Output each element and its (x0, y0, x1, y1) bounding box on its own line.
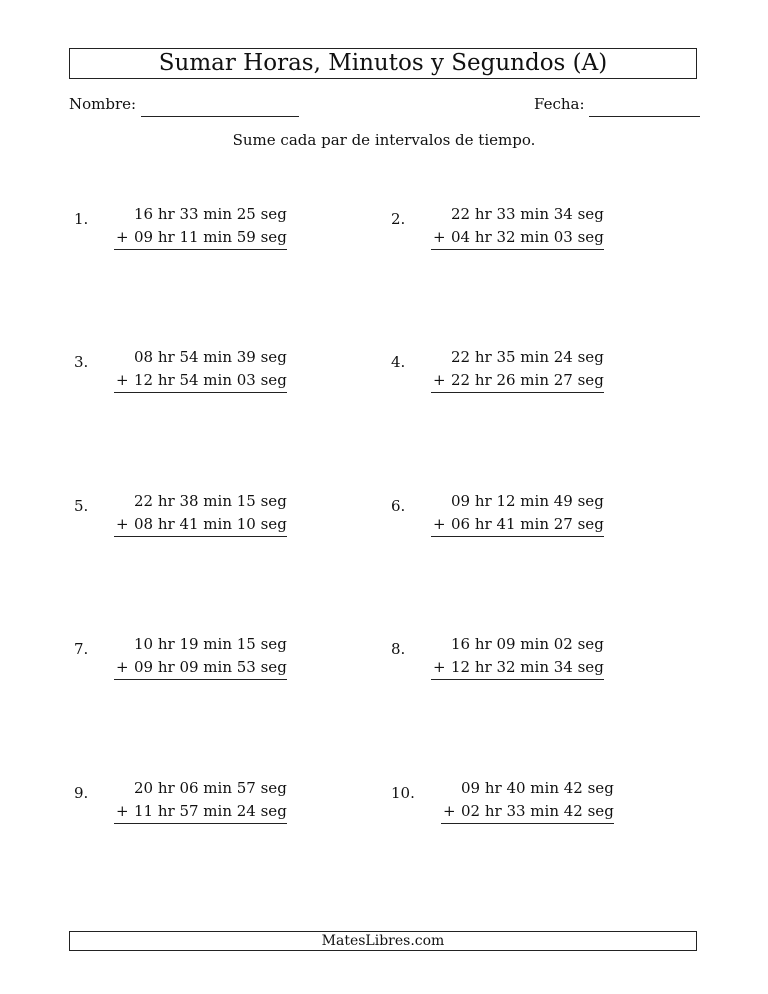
problem-number: 3. (74, 353, 89, 371)
addend-bottom-row (431, 369, 604, 393)
problem-number: 7. (74, 640, 89, 658)
plus-sign: + (433, 515, 446, 533)
addend-top: 08 hr 54 min 39 seg (134, 348, 287, 366)
plus-sign: + (116, 228, 129, 246)
addend-top: 20 hr 06 min 57 seg (134, 779, 287, 797)
problem-number: 9. (74, 784, 89, 802)
addend-top: 09 hr 40 min 42 seg (461, 779, 614, 797)
problem-3 (74, 346, 314, 406)
addend-bottom: 09 hr 11 min 59 seg (134, 228, 287, 246)
addend-bottom: 12 hr 32 min 34 seg (451, 658, 604, 676)
addend-bottom: 04 hr 32 min 03 seg (451, 228, 604, 246)
problem-7 (74, 633, 314, 693)
addend-top: 09 hr 12 min 49 seg (451, 492, 604, 510)
instructions: Sume cada par de intervalos de tiempo. (232, 131, 536, 149)
footer-site-name: MatesLibres.com (69, 931, 697, 951)
addend-bottom: 06 hr 41 min 27 seg (451, 515, 604, 533)
plus-sign: + (116, 802, 129, 820)
problem-6 (391, 490, 631, 550)
addend-bottom-row (114, 513, 287, 537)
addend-bottom-row (114, 226, 287, 250)
addend-bottom-row (441, 800, 614, 824)
plus-sign: + (433, 658, 446, 676)
problem-stack (114, 777, 287, 824)
problem-10 (391, 777, 631, 837)
addend-bottom: 09 hr 09 min 53 seg (134, 658, 287, 676)
problem-number: 6. (391, 497, 406, 515)
name-line (141, 116, 299, 117)
problem-stack (114, 346, 287, 393)
addend-bottom-row (431, 226, 604, 250)
name-label: Nombre: (69, 95, 137, 113)
addend-top: 22 hr 38 min 15 seg (134, 492, 287, 510)
date-label: Fecha: (534, 95, 585, 113)
problem-number: 4. (391, 353, 406, 371)
addend-bottom: 02 hr 33 min 42 seg (461, 802, 614, 820)
problem-stack (114, 490, 287, 537)
addend-bottom: 11 hr 57 min 24 seg (134, 802, 287, 820)
problem-number: 8. (391, 640, 406, 658)
problem-number: 5. (74, 497, 89, 515)
problem-8 (391, 633, 631, 693)
addend-top: 16 hr 33 min 25 seg (134, 205, 287, 223)
problem-stack (431, 203, 604, 250)
problem-stack (441, 777, 614, 824)
addend-bottom: 22 hr 26 min 27 seg (451, 371, 604, 389)
addend-bottom-row (431, 513, 604, 537)
addend-bottom-row (431, 656, 604, 680)
plus-sign: + (443, 802, 456, 820)
addend-bottom-row (114, 800, 287, 824)
addend-bottom: 12 hr 54 min 03 seg (134, 371, 287, 389)
date-line (589, 116, 700, 117)
problem-stack (431, 633, 604, 680)
problem-number: 10. (391, 784, 415, 802)
problem-number: 2. (391, 210, 406, 228)
problem-stack (431, 490, 604, 537)
problem-2 (391, 203, 631, 263)
plus-sign: + (116, 371, 129, 389)
problem-stack (114, 203, 287, 250)
problem-1 (74, 203, 314, 263)
problem-4 (391, 346, 631, 406)
addend-top: 22 hr 33 min 34 seg (451, 205, 604, 223)
problem-9 (74, 777, 314, 837)
addend-bottom-row (114, 369, 287, 393)
problem-5 (74, 490, 314, 550)
plus-sign: + (116, 658, 129, 676)
addend-top: 16 hr 09 min 02 seg (451, 635, 604, 653)
plus-sign: + (433, 371, 446, 389)
problem-stack (114, 633, 287, 680)
addend-top: 10 hr 19 min 15 seg (134, 635, 287, 653)
plus-sign: + (433, 228, 446, 246)
addend-top: 22 hr 35 min 24 seg (451, 348, 604, 366)
problem-stack (431, 346, 604, 393)
plus-sign: + (116, 515, 129, 533)
addend-bottom-row (114, 656, 287, 680)
problem-number: 1. (74, 210, 89, 228)
addend-bottom: 08 hr 41 min 10 seg (134, 515, 287, 533)
worksheet-title: Sumar Horas, Minutos y Segundos (A) (69, 48, 697, 79)
